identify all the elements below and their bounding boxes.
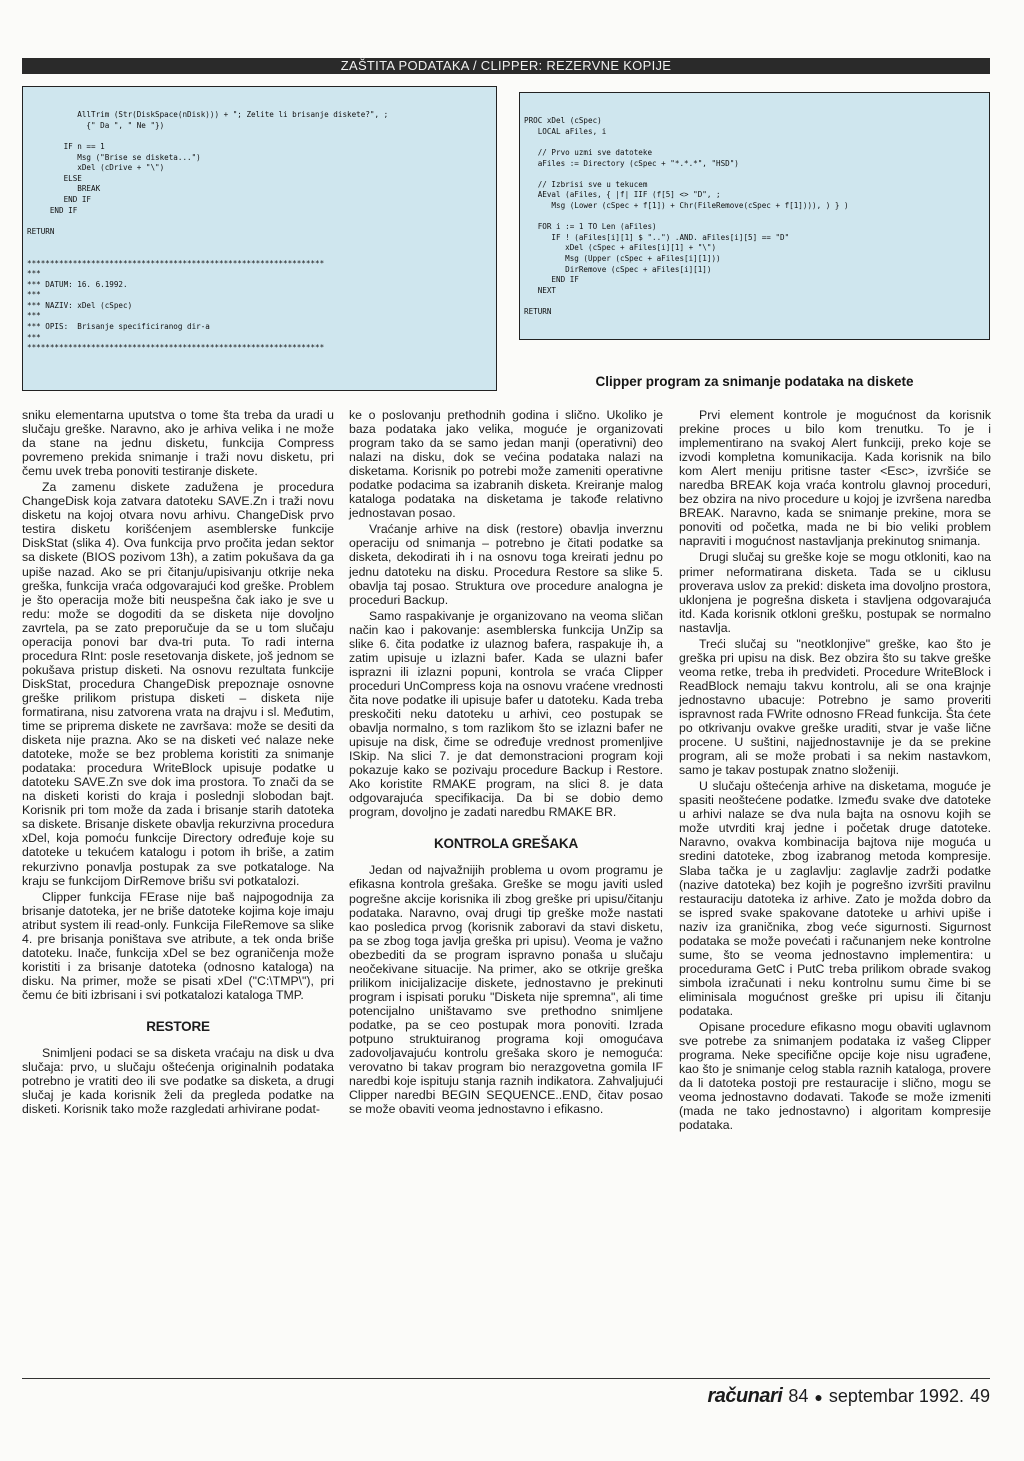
code-line: xDel (cSpec + aFiles[i][1] + "\")	[524, 243, 717, 253]
bullet-separator: ●	[814, 1389, 823, 1405]
code-line: RETURN	[27, 226, 55, 236]
code-line	[27, 89, 496, 100]
text-column-1	[22, 408, 334, 1116]
section-heading-kontrola: KONTROLA GREŠAKA	[433, 836, 579, 852]
code-line: IF ! (aFiles[i][1] $ "..") .AND. aFiles[i][5] == "D"	[524, 232, 790, 242]
paragraph: Treći slučaj su "neotklonjive" greške, kao što je greška pri upisu na disk. Bez obzira što su takve greške veoma retke, treba ih predvideti. Procedure WriteBlock i ReadBlock nemaju takvu kontrolu, ali se ona krajnje jednostavno ubacuje: Potrebno je samo proveriti ispravnost rada FWrite odnosno FRead funkcija. Šta ćete po otkrivanju ovakve greške uraditi, stvar je vaše lične procene. U suštini, najjednostavnije je da se prekine program, ali se može probati i sa nekim nastavkom, samo je takav postupak znatno složeniji.	[679, 636, 991, 778]
code-line: Msg (Lower (cSpec + f[1]) + Chr(FileRemove(cSpec + f[1]))), ) } )	[524, 200, 849, 210]
footer-rule	[22, 1378, 990, 1379]
code-line: END IF	[524, 275, 579, 285]
code-line: // Prvo uzmi sve datoteke	[524, 147, 653, 157]
code-line: // Izbrisi sve u tekucem	[524, 179, 648, 189]
code-line	[524, 106, 989, 117]
code-line: *****************************************************************	[27, 258, 325, 268]
text-column-2	[349, 408, 663, 1116]
code-line: *** NAZIV: xDel (cSpec)	[27, 300, 133, 310]
code-line	[27, 131, 496, 142]
code-line: END IF	[27, 205, 78, 215]
code-line	[524, 137, 989, 148]
paragraph: Snimljeni podaci se sa disketa vraćaju na disk u dva slučaja: prvo, u slučaju oštećenja originalnih podataka potrebno je vratiti deo ili sve podatke sa disketa, a drugi slučaj je kada korisnik želi da pregleda podatke na disketi. Korisnik tako može razgledati arhivirane podat-	[22, 1046, 334, 1117]
code-line: PROC xDel (cSpec)	[524, 116, 602, 126]
paragraph: Jedan od najvažnijih problema u ovom programu je efikasna kontrola grešaka. Greške se mogu javiti usled pogrešne akcije korisnika ili zbog greške pri upisu/čitanju podataka. Naravno, ovaj drugi tip greške može nastati kao posledica prvog (korisnik zaboravi da stavi disketu, pa se zbog toga javlja greška pri upisu). Veoma je važno obezbediti da se program ispravno ponaša u slučaju neočekivane situacije. Na primer, ako se otkrije greška prilikom inicijalizacije diskete, jednostavno je prekinuti program i ispisati poruku "Disketa nije spremna", ali time potencijalno uništavamo sve prethodno snimljene podatke, pa se ceo postupak mora ponoviti. Izrada potpuno struktuiranog programa koji omogućava zadovoljavajuću kontrolu grešaka skoro je nemoguća: verovatno bi takav program bio nerazgovetna gomila IF naredbi koje ispituju stanja raznih indikatora. Zahvaljujući Clipper naredbi BEGIN SEQUENCE..END, čitav posao se može obaviti veoma jednostavno i efikasno.	[349, 863, 663, 1117]
text-column-3	[679, 408, 991, 1132]
section-heading-restore: RESTORE	[146, 1018, 210, 1034]
code-line: *** OPIS: Brisanje specificiranog dir-a	[27, 322, 210, 332]
paragraph: Clipper funkcija FErase nije baš najpogodnija za brisanje datoteka, jer ne briše datoteke kojima koje imaju atribut system ili read-only. Funkcija FileRemove sa slike 4. pre brisanja poništava sve atribute, a tek onda briše datoteku. Inače, funkcija xDel se bez ograničenja može koristiti i za brisanje datoteka (odnosno kataloga) na disku. Na primer, može se pisati xDel ("C:\TMP\"), pri čemu će biti izbrisani i svi potkatalozi kataloga TMP.	[22, 889, 334, 1002]
page-footer	[707, 1385, 990, 1408]
code-line: {" Da ", " Ne "})	[27, 120, 165, 130]
code-line: LOCAL aFiles, i	[524, 126, 607, 136]
code-line: BREAK	[27, 184, 101, 194]
code-line: xDel (cDrive + "\")	[27, 163, 165, 173]
code-listing-left	[22, 86, 497, 391]
code-line: END IF	[27, 194, 92, 204]
code-line: *****************************************************************	[27, 343, 325, 353]
paragraph: Drugi slučaj su greške koje se mogu otkloniti, kao na primer neformatirana disketa. Tada se u ciklusu proverava uslov za prekid: disketa ima dovoljno prostora, uklonjena je pogrešna disketa i stavljena odgovarajuća itd. Kada korisnik otkloni grešku, postupak se normalno nastavlja.	[679, 550, 991, 635]
code-line: ELSE	[27, 173, 82, 183]
code-line: *** DATUM: 16. 6.1992.	[27, 279, 128, 289]
code-listing-right	[519, 92, 990, 340]
code-line: RETURN	[524, 306, 552, 316]
code-line	[524, 95, 989, 106]
code-line: Msg (Upper (cSpec + aFiles[i][1]))	[524, 253, 721, 263]
figure-caption: Clipper program za snimanje podataka na diskete	[595, 374, 914, 389]
issue-date: septembar 1992.	[828, 1386, 964, 1406]
code-line: NEXT	[524, 285, 557, 295]
paragraph: Opisane procedure efikasno mogu obaviti uglavnom sve potrebe za snimanjem podataka iz vašeg Clipper programa. Neke specifične opcije koje nisu ugrađene, kao što je snimanje celog stabla raznih kataloga, provere da li datoteka postoji pre restauracije i slično, mogu se veoma jednostavno dodavati. Takođe se može izmeniti (mada ne tako jednostavno) i algoritam kompresije podataka.	[679, 1020, 991, 1133]
code-line: aFiles := Directory (cSpec + "*.*.*", "HSD")	[524, 158, 739, 168]
paragraph: sniku elementarna uputstva o tome šta treba da uradi u slučaju greške. Naravno, ako je arhiva velika i ne može da stane na jednu disketu, funkcija Compress povremeno prekida snimanje i traži novu disketu, pri čemu uvek treba ponoviti testiranje diskete.	[22, 408, 334, 479]
code-line	[524, 212, 989, 223]
code-line: AEval (aFiles, { |f| IIF (f[5] <> "D", ;	[524, 190, 721, 200]
paragraph: ke o poslovanju prethodnih godina i slično. Ukoliko je baza podataka jako velika, moguće je organizovati program tako da se samo jedan manji (operativni) deo nalazi na disku, dok se većina podataka nalazi na disketama. Korisnik po potrebi može zameniti operativne podatke podacima sa izabranih disketa. Kreiranje malog kataloga podataka na disketama je takođe relativno jednostavan posao.	[349, 408, 663, 521]
code-line	[27, 248, 496, 259]
code-line	[27, 237, 496, 248]
code-line: ***	[27, 332, 41, 342]
section-header-bar: ZAŠTITA PODATAKA / CLIPPER: REZERVNE KOPIJE	[22, 58, 990, 74]
code-line	[27, 100, 496, 111]
paragraph: U slučaju oštećenja arhive na disketama, moguće je spasiti neoštećene podatke. Između svake dve datoteke u arhivi nalaze se dva nula bajta na osnovu kojih se može utvrditi kraj jedne i početak druge datoteke. Naravno, ovakva kombinacija bajtova nije moguća u sredini datoteke, zbog izabranog metoda kompresije. Slaba tačka je u zaglavlju: zaglavlje zadrži podatke (nazive datoteka) bez kojih je pogrešno izvršiti pravilnu restauraciju datoteka iz arhive. Zato je možda dobro da se ispred svake spakovane datoteke u arhivi upiše i naziv iza graničnika, zbog veće sigurnosti. Sigurnost podataka se može povećati i računanjem neke kontrolne sume, što se veoma jednostavno implementira: u procedurama GetC i PutC treba prilikom obrade svakog simbola izračunati i neku kontrolnu sumu čime bi se eliminisala mogućnost greške pri upisu ili čitanju podataka.	[679, 779, 991, 1018]
code-line: AllTrim (Str(DiskSpace(nDisk))) + "; Zelite li brisanje diskete?", ;	[27, 110, 389, 120]
code-line: Msg ("Brise se disketa...")	[27, 152, 201, 162]
code-line	[27, 216, 496, 227]
magazine-logo: računari	[707, 1385, 783, 1407]
code-line: FOR i := 1 TO Len (aFiles)	[524, 222, 657, 232]
code-line: IF n == 1	[27, 141, 105, 151]
issue-number: 84	[788, 1386, 809, 1406]
paragraph: Prvi element kontrole je mogućnost da korisnik prekine proces u bilo kom trenutku. To je i implementirano na svakoj Alert funkciji, preko koje se izvodi kompletna komunikacija. Kada korisnik na bilo kom Alert meniju pritisne taster <Esc>, izvršiće se naredba BREAK koja vraća kontrolu glavnoj proceduri, bez obzira na nivo procedure u kojoj je izvršena naredba BREAK. Naravno, kada se snimanje prekine, mora se ponoviti od početka, mada ne bi bio veliki problem napraviti i mogućnost nastavljanja prekinutog snimanja.	[679, 408, 991, 549]
code-line: ***	[27, 311, 41, 321]
paragraph: Samo raspakivanje je organizovano na veoma sličan način kao i pakovanje: asemblerska funkcija UnZip sa slike 6. čita podatke iz ulaznog bafera, raspakuje ih, a zatim upisuje u izlazni bafer. Kada se ulazni bafer isprazni ili izlazni popuni, kontrola se vraća Clipper proceduri UnCompress koja na osnovu vraćene vrednosti čita nove podatke ili upisuje bafer u datoteku. Kada treba preskočiti neku datoteku u arhivi, ceo postupak se obavlja normalno, s tom razlikom što se izlazni bafer ne upisuje na disk, čime se određuje vrednost promenljive ISkip. Na slici 7. je dat demonstracioni program koji pokazuje kako se pozivaju procedure Backup i Restore. Ako koristite RMAKE program, na slici 8. je data odgovarajuća specifikacija. Da bi se dobio demo program, dovoljno je zadati naredbu RMAKE BR.	[349, 608, 663, 820]
code-line	[524, 169, 989, 180]
paragraph: Vraćanje arhive na disk (restore) obavlja inverznu operaciju od snimanja – potrebno je čitati podatke sa disketa, dekodirati ih i na osnovu toga kreirati jednu po jednu datoteku na disku. Procedura Restore sa slike 5. obavlja taj posao. Struktura ove procedure analogna je proceduri Backup.	[349, 522, 663, 607]
code-line: ***	[27, 269, 41, 279]
page-number: 49	[969, 1386, 990, 1406]
paragraph: Za zamenu diskete zadužena je procedura ChangeDisk koja zatvara datoteku SAVE.Zn i traži novu disketu na kojoj otvara novu arhivu. ChangeDisk prvo testira disketu korišćenjem asemblerske funkcije DiskStat (slika 4). Ova funkcija prvo pročita jedan sektor sa diskete (BIOS pozivom 13h), a zatim pokušava da ga upiše nazad. Ako se pri čitanju/upisivanju otkrije neka greška, funkcija vraća odgovarajući kod greške. Problem je što operacija može biti neuspešna čak iako je sve u redu: može se dogoditi da se disketa nije dovoljno zavrtela, pa se zato preporučuje da se u tom slučaju operacija ponovi bar dva-tri puta. To radi interna procedura RInt: posle resetovanja diskete, još jednom se pokušava pristup disketi. Na osnovu rezultata funkcije DiskStat, procedura ChangeDisk prepoznaje osnovne greške prilikom pristupa disketi – disketa nije formatirana, nisu zatvorena vrata na drajvu i sl. Međutim, time se priprema diskete ne završava: može se desiti da disketa nije prazna. Ako se na disketi već nalaze neke datoteke, može se bez problema koristiti za snimanje podataka: procedura WriteBlock upisuje podatke u datoteku SAVE.Zn sve dok ima prostora. To znači da se na disketi koristi do kraja i poslednji slobodan bajt. Korisnik pri tom može da zada i brisanje starih datoteka sa diskete. Brisanje diskete obavlja rekurzivna procedura xDel, koja pomoću funkcije Directory određuje koje su datoteke u tekućem katalogu i potom ih briše, a zatim rekurzivno ponavlja postupak za sve potkataloge. Na kraju se funkcijom DirRemove brišu svi potkatalozi.	[22, 480, 334, 888]
code-line: ***	[27, 290, 41, 300]
code-line: DirRemove (cSpec + aFiles[i][1])	[524, 264, 712, 274]
code-line	[524, 296, 989, 307]
